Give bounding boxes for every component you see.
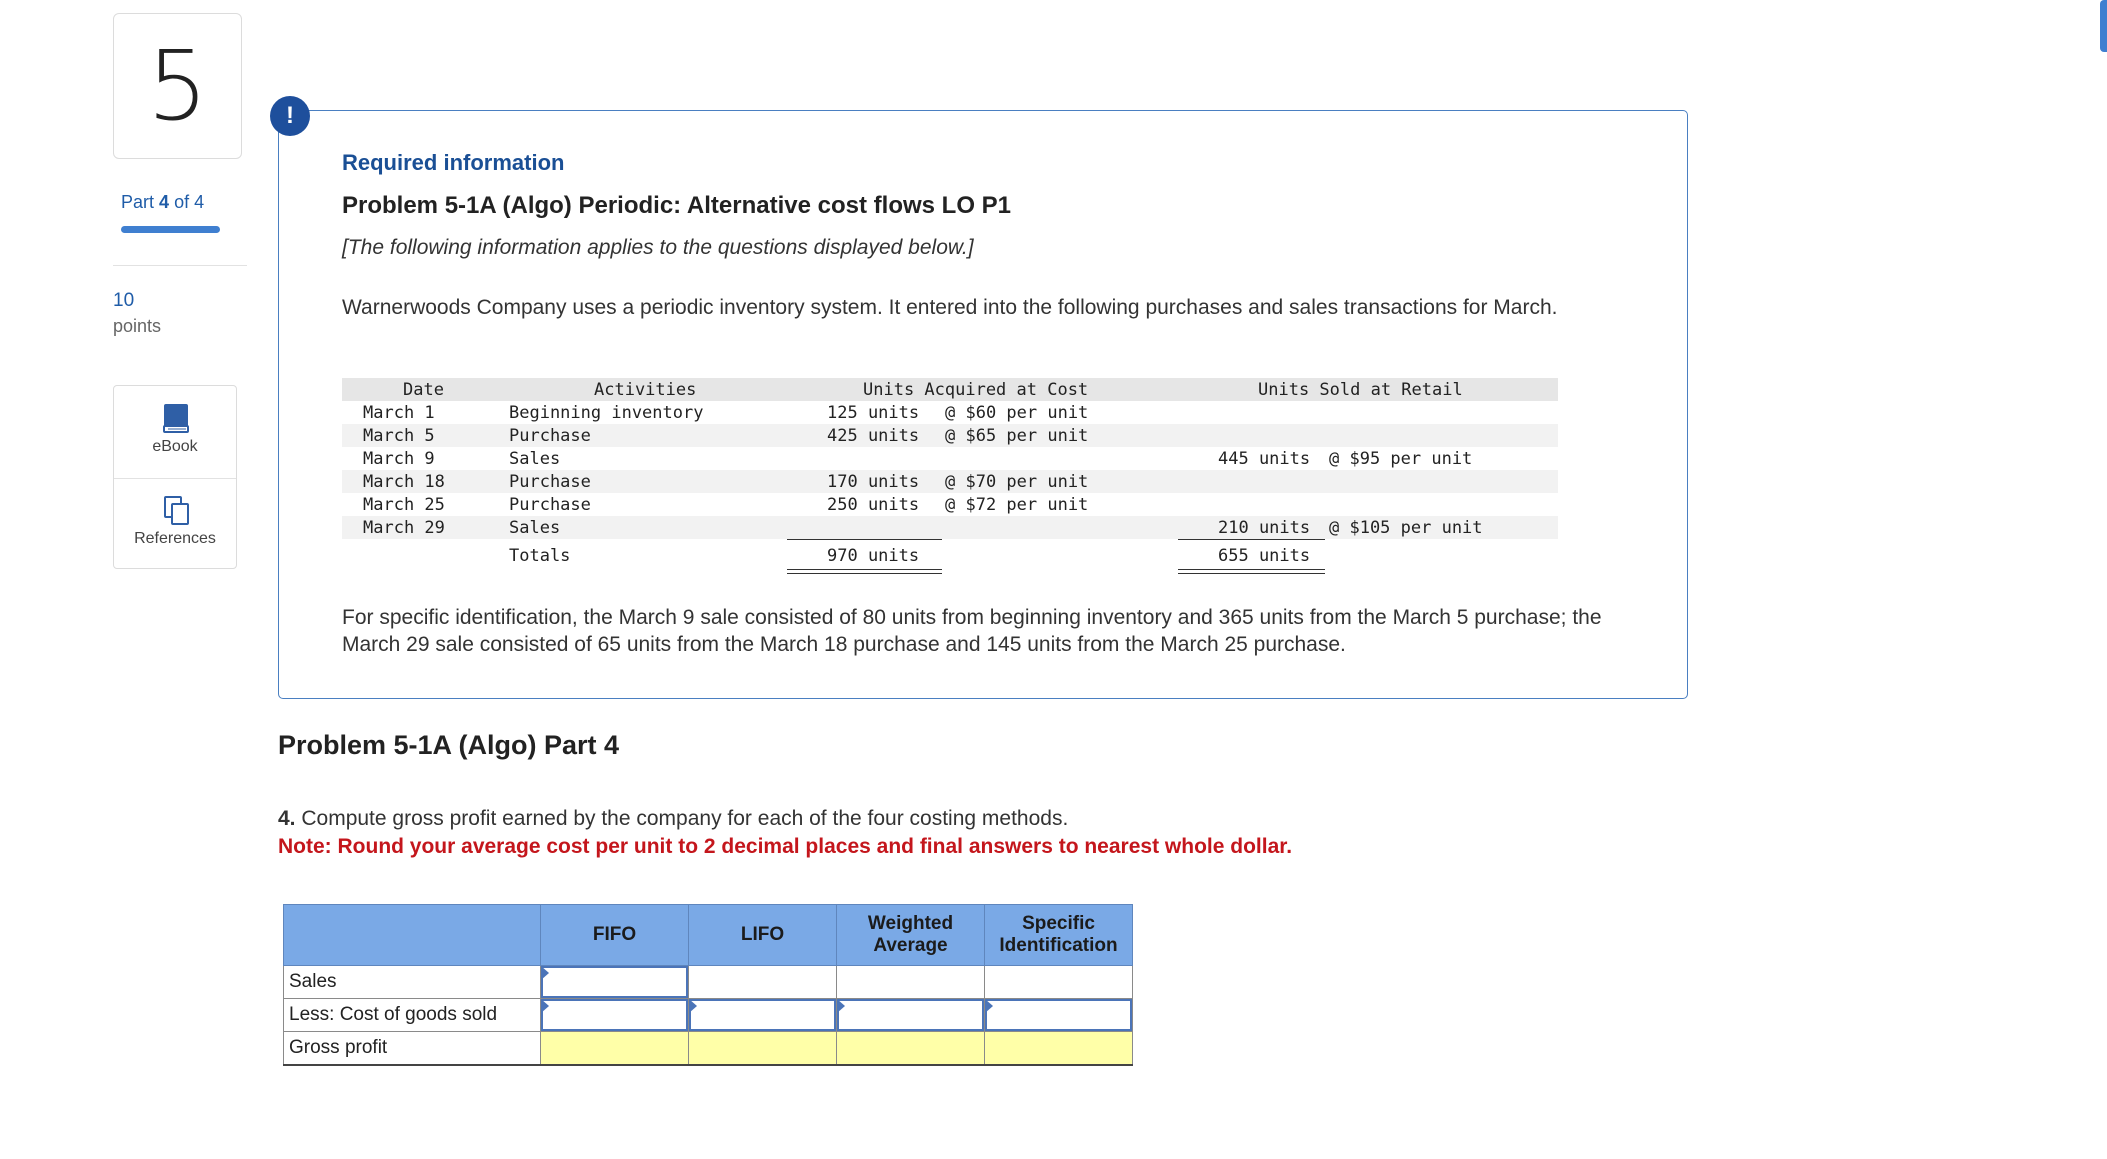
row-acquired-units: 250 units <box>827 495 920 515</box>
required-info-heading: Required information <box>342 150 565 175</box>
row-acquired-units: 170 units <box>827 472 920 492</box>
sales-lifo-cell <box>689 966 837 999</box>
row-date: March 25 <box>363 495 445 515</box>
book-icon <box>162 402 190 434</box>
row-label-sales: Sales <box>284 966 541 999</box>
row-sold-price: @ $105 per unit <box>1329 518 1483 538</box>
entry-marker-icon <box>985 999 993 1013</box>
readonly-field <box>837 966 984 998</box>
rail-divider <box>113 265 247 266</box>
table-header-row <box>342 378 1558 401</box>
input-field[interactable] <box>541 999 688 1031</box>
question-number: 5 <box>113 13 242 159</box>
header-lifo: LIFO <box>689 905 837 966</box>
row-activity: Purchase <box>509 472 591 492</box>
ebook-label: eBook <box>152 438 198 455</box>
row-sold-units: 445 units <box>1218 449 1311 469</box>
row-sold-units: 210 units <box>1218 518 1311 538</box>
input-field[interactable] <box>985 999 1132 1031</box>
row-activity: Sales <box>509 449 561 469</box>
specific-identification-note: For specific identification, the March 9 sale consisted of 80 units from beginning inventory and 365 units from the March 5 purchase; the March 29 sale consisted of 65 units from the March 18 purchase and 145 units from the March 25 purchase. <box>342 606 1602 656</box>
row-activity: Sales <box>509 518 561 538</box>
part-heading: Problem 5-1A (Algo) Part 4 <box>278 730 620 760</box>
header-date: Date <box>403 380 444 400</box>
acquired-total-double-line <box>787 569 942 574</box>
table-row <box>342 493 1558 516</box>
instruction-number: 4. <box>278 807 296 830</box>
gross-profit-specific-identification-cell <box>985 1032 1133 1065</box>
alert-icon: ! <box>270 96 310 136</box>
row-activity: Purchase <box>509 426 591 446</box>
readonly-field <box>985 966 1132 998</box>
computed-field <box>837 1032 984 1064</box>
entry-marker-icon <box>837 999 845 1013</box>
references-button[interactable] <box>114 478 236 570</box>
sales-fifo-input[interactable] <box>541 966 689 999</box>
row-date: March 18 <box>363 472 445 492</box>
answer-row-cogs <box>284 999 1133 1032</box>
row-label-gross-profit: Gross profit <box>284 1032 541 1065</box>
computed-field <box>541 1032 688 1064</box>
totals-row <box>342 544 1558 567</box>
row-date: March 1 <box>363 403 435 423</box>
row-sold-price: @ $95 per unit <box>1329 449 1473 469</box>
input-field[interactable] <box>541 966 688 998</box>
instruction-text: Compute gross profit earned by the company for each of the four costing methods. <box>301 807 1069 830</box>
acquired-subtotal-line <box>787 539 942 540</box>
gross-profit-weighted-average-cell <box>837 1032 985 1065</box>
row-acquired-cost: @ $72 per unit <box>945 495 1089 515</box>
gross-profit-fifo-cell <box>541 1032 689 1065</box>
header-fifo: FIFO <box>541 905 689 966</box>
table-row <box>342 401 1558 424</box>
cogs-lifo-input[interactable] <box>689 999 837 1032</box>
instruction <box>278 807 1068 831</box>
header-specific-identification: Specific Identification <box>985 905 1133 966</box>
entry-marker-icon <box>689 999 697 1013</box>
totals-sold: 655 units <box>1218 546 1311 566</box>
resource-tools <box>113 385 237 569</box>
answer-header-row <box>284 905 1133 966</box>
input-field[interactable] <box>689 999 836 1031</box>
readonly-field <box>689 966 836 998</box>
scroll-edge-tab[interactable] <box>2100 0 2107 52</box>
part-prefix: Part <box>121 192 155 212</box>
sold-total-double-line <box>1178 569 1325 574</box>
applies-note: [The following information applies to the questions displayed below.] <box>342 236 974 259</box>
copy-icon <box>162 494 192 526</box>
row-acquired-cost: @ $65 per unit <box>945 426 1089 446</box>
computed-field <box>985 1032 1132 1064</box>
header-units-sold: Units Sold at Retail <box>1258 380 1463 400</box>
row-acquired-units: 125 units <box>827 403 920 423</box>
references-label: References <box>134 530 216 547</box>
rounding-note: Note: Round your average cost per unit to 2 decimal places and final answers to nearest whole dollar. <box>278 835 1293 858</box>
cogs-specific-identification-input[interactable] <box>985 999 1133 1032</box>
sold-subtotal-line <box>1178 539 1325 540</box>
answer-row-sales <box>284 966 1133 999</box>
part-progress-bar <box>121 226 220 233</box>
row-acquired-cost: @ $70 per unit <box>945 472 1089 492</box>
part-indicator <box>121 192 204 213</box>
part-current: 4 <box>159 192 170 212</box>
header-activities: Activities <box>594 380 697 400</box>
table-row <box>342 447 1558 470</box>
gross-profit-lifo-cell <box>689 1032 837 1065</box>
intro-paragraph: Warnerwoods Company uses a periodic inventory system. It entered into the following purchases and sales transactions for March. <box>342 296 1558 319</box>
table-row <box>342 516 1558 539</box>
row-activity: Purchase <box>509 495 591 515</box>
table-row <box>342 424 1558 447</box>
header-weighted-average: Weighted Average <box>837 905 985 966</box>
sales-weighted-average-cell <box>837 966 985 999</box>
ebook-button[interactable] <box>114 386 236 479</box>
row-acquired-cost: @ $60 per unit <box>945 403 1089 423</box>
points-value: 10 <box>113 290 135 311</box>
points-label: points <box>113 316 162 336</box>
cogs-fifo-input[interactable] <box>541 999 689 1032</box>
sales-specific-identification-cell <box>985 966 1133 999</box>
row-acquired-units: 425 units <box>827 426 920 446</box>
row-date: March 29 <box>363 518 445 538</box>
row-label-cogs: Less: Cost of goods sold <box>284 999 541 1032</box>
totals-label: Totals <box>509 546 571 566</box>
row-activity: Beginning inventory <box>509 403 704 423</box>
problem-title: Problem 5-1A (Algo) Periodic: Alternative cost flows LO P1 <box>342 192 1012 219</box>
header-blank <box>284 905 541 966</box>
entry-marker-icon <box>541 999 549 1013</box>
part-total: of 4 <box>174 192 205 212</box>
cogs-weighted-average-input[interactable] <box>837 999 985 1032</box>
answer-row-gross-profit <box>284 1032 1133 1065</box>
gross-profit-answer-table <box>283 904 1133 1066</box>
input-field[interactable] <box>837 999 984 1031</box>
row-date: March 5 <box>363 426 435 446</box>
computed-field <box>689 1032 836 1064</box>
entry-marker-icon <box>541 966 549 980</box>
table-row <box>342 470 1558 493</box>
totals-acquired: 970 units <box>827 546 920 566</box>
row-date: March 9 <box>363 449 435 469</box>
header-units-acquired: Units Acquired at Cost <box>863 380 1089 400</box>
